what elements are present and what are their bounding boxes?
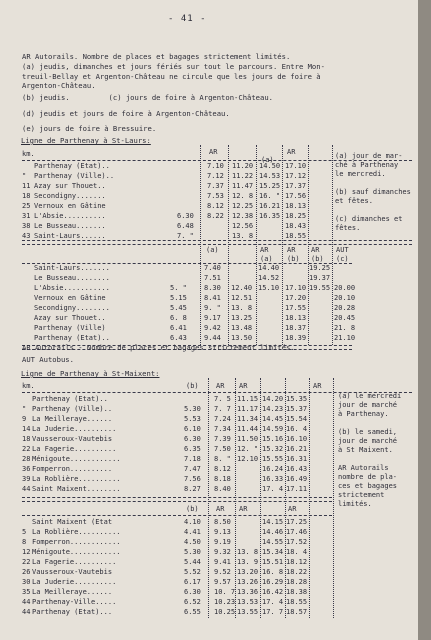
departure-time: 14.15: [262, 518, 284, 526]
station-name: Ménigoute............: [32, 548, 121, 556]
departure-time: 8.40: [214, 485, 231, 493]
departure-time: 9. ": [204, 304, 221, 312]
footnote: limités.: [338, 500, 372, 508]
departure-time: 13.48: [231, 324, 253, 332]
intro-line: (b) jeudis. (c) jours de foire à Argenton-Château.: [22, 93, 273, 102]
km-value: 44: [22, 598, 31, 606]
departure-time: 17.11: [286, 485, 308, 493]
departure-time: 14.50: [259, 162, 281, 170]
station-name: L'Absie...........: [34, 284, 110, 292]
departure-time: 13. 9: [237, 558, 259, 566]
column-header: (b): [186, 505, 199, 513]
km-value: 11: [22, 182, 31, 190]
footnote: ché à Parthenay: [335, 161, 399, 169]
departure-time: 4.41: [184, 528, 201, 536]
departure-time: 6.10: [184, 425, 201, 433]
departure-time: 17. 4: [262, 598, 284, 606]
departure-time: 9.32: [214, 548, 231, 556]
station-name: Secondigny........: [34, 304, 110, 312]
station-name: La Juderie..........: [32, 578, 117, 586]
station-name: Le Busseau........: [34, 274, 110, 282]
departure-time: 17.10: [285, 284, 307, 292]
departure-time: 18.28: [286, 578, 308, 586]
departure-time: 12.40: [231, 284, 253, 292]
departure-time: 7.47: [184, 465, 201, 473]
column-divider: [282, 145, 283, 345]
departure-time: 17.25: [286, 518, 308, 526]
column-divider: [260, 378, 261, 618]
departure-time: 13. 8: [237, 548, 259, 556]
departure-time: 5.30: [184, 548, 201, 556]
departure-time: 8.22: [207, 212, 224, 220]
page-number: - 41 -: [168, 14, 207, 24]
departure-time: 9.17: [204, 314, 221, 322]
station-name: Saint-Laurs......: [34, 232, 106, 240]
departure-time: 9.19: [214, 538, 231, 546]
station-name: Saint Maixent (Etat: [32, 518, 113, 526]
km-value: 44: [22, 485, 31, 493]
departure-time: 16. ": [259, 192, 281, 200]
departure-time: 6.30: [184, 588, 201, 596]
station-name: Parthenay (Etat)..: [32, 395, 108, 403]
departure-time: 15.55: [262, 455, 284, 463]
departure-time: 4.50: [184, 538, 201, 546]
departure-time: 11.50: [237, 435, 259, 443]
km-value: 35: [22, 588, 31, 596]
departure-time: 5.53: [184, 415, 201, 423]
departure-time: 12.38: [232, 212, 254, 220]
column-header: AR: [287, 246, 296, 254]
departure-time: 6.35: [184, 445, 201, 453]
departure-time: 18.55: [285, 232, 307, 240]
mid-note: AUT Autobus.: [22, 355, 74, 364]
station-name: Parthenay (Ville)..: [34, 172, 115, 180]
departure-time: 6.17: [184, 578, 201, 586]
km-value: 25: [22, 202, 31, 210]
departure-time: 16.21: [286, 445, 308, 453]
departure-time: 7.51: [204, 274, 221, 282]
departure-time: 16.49: [286, 475, 308, 483]
column-header: AUT: [336, 246, 349, 254]
departure-time: 7.37: [207, 182, 224, 190]
departure-time: 18.13: [285, 314, 307, 322]
km-value: 43: [22, 232, 31, 240]
footnote: (b) le samedi,: [338, 428, 398, 436]
station-name: Saint Maixent........: [32, 485, 121, 493]
departure-time: 8.18: [214, 475, 231, 483]
departure-time: 11.17: [237, 405, 259, 413]
station-name: La Juderie..........: [32, 425, 117, 433]
station-name: Vausseroux-Vautebis: [32, 435, 113, 443]
column-header: AR: [216, 505, 225, 513]
departure-time: 9.52: [214, 568, 231, 576]
departure-time: 17.56: [285, 192, 307, 200]
departure-time: 20.00: [334, 284, 356, 292]
departure-time: 8.12: [214, 465, 231, 473]
departure-time: 11.20: [232, 162, 254, 170]
column-divider: [309, 378, 310, 618]
km-value: 36: [22, 465, 31, 473]
station-name: La Fagerie..........: [32, 558, 117, 566]
departure-time: 21.10: [334, 334, 356, 342]
station-name: Fomperron............: [32, 538, 121, 546]
station-name: Parthenay (Etat)...: [32, 608, 113, 616]
departure-time: 16. 4: [286, 425, 308, 433]
departure-time: 6.30: [177, 212, 194, 220]
station-name: Le Busseau.......: [34, 222, 106, 230]
km-value: 38: [22, 222, 31, 230]
departure-time: 15.51: [262, 558, 284, 566]
departure-time: 18.37: [285, 324, 307, 332]
km-value: 9: [22, 415, 27, 423]
station-name: Vausseroux-Vautebis: [32, 568, 113, 576]
km-header: km.: [22, 382, 35, 390]
km-value: 18: [22, 192, 31, 200]
section1-title: Ligne de Parthenay à St-Laurs:: [21, 136, 151, 145]
column-header: (a): [206, 246, 219, 254]
column-header: (b): [186, 382, 199, 390]
station-name: Parthenay (Etat)..: [34, 162, 110, 170]
station-name: La Meilleraye......: [32, 588, 113, 596]
departure-time: 11.34: [237, 415, 259, 423]
departure-time: 12. 8: [232, 192, 254, 200]
station-name: Secondigny.......: [34, 192, 106, 200]
column-header: AR: [216, 382, 225, 390]
departure-time: 16.10: [286, 435, 308, 443]
column-header: (b): [311, 255, 324, 263]
footnote: (c) dimanches et: [335, 215, 403, 223]
departure-time: 18.39: [285, 334, 307, 342]
departure-time: 17.37: [285, 182, 307, 190]
section-separator: [22, 240, 412, 245]
intro-line: AR Autorails. Nombre de places et bagages strictement limités.: [22, 52, 291, 61]
departure-time: 8.12: [207, 202, 224, 210]
station-name: La Fagerie..........: [32, 445, 117, 453]
departure-time: 7. 5: [214, 395, 231, 403]
column-header: (a): [260, 255, 273, 263]
km-value: 44: [22, 608, 31, 616]
departure-time: 13.20: [237, 568, 259, 576]
intro-line: (d) jeudis et jours de foire à Argenton-Château.: [22, 109, 230, 118]
departure-time: 12.56: [232, 222, 254, 230]
departure-time: 19.25: [309, 264, 331, 272]
footnote: (a) le mercredi: [338, 392, 402, 400]
departure-time: 21. 8: [334, 324, 356, 332]
station-name: L'Absie..........: [34, 212, 106, 220]
departure-time: 7.56: [184, 475, 201, 483]
departure-time: 11.47: [232, 182, 254, 190]
station-name: La Roblière..........: [32, 475, 121, 483]
footnote: nombre de pla-: [338, 473, 398, 481]
column-divider: [285, 378, 286, 618]
departure-time: 7. 7: [214, 405, 231, 413]
station-name: Ménigoute............: [32, 455, 121, 463]
departure-time: 7.12: [207, 172, 224, 180]
departure-time: 14.59: [262, 425, 284, 433]
km-value: ": [22, 405, 27, 413]
departure-time: 9.41: [214, 558, 231, 566]
departure-time: 7.34: [214, 425, 231, 433]
intro-line: (e) jours de foire à Bressuire.: [22, 124, 157, 133]
mid-note: AR Autorails - Nombre de places et bagages strictement limités.: [22, 343, 295, 352]
departure-time: 20.28: [334, 304, 356, 312]
km-value: ": [22, 172, 27, 180]
departure-time: 13.50: [231, 334, 253, 342]
departure-time: 17.20: [285, 294, 307, 302]
station-name: Azay sur Thouet..: [34, 182, 106, 190]
departure-time: 18.12: [286, 558, 308, 566]
column-header: AR: [288, 505, 297, 513]
departure-time: 17. 7: [262, 608, 284, 616]
departure-time: 18.57: [286, 608, 308, 616]
km-value: 14: [22, 425, 31, 433]
departure-time: 15.34: [262, 548, 284, 556]
departure-time: 20.10: [334, 294, 356, 302]
departure-time: 6.43: [170, 334, 187, 342]
departure-time: 11.15: [237, 395, 259, 403]
departure-time: 13.26: [237, 578, 259, 586]
footnote: à St Maixent.: [338, 446, 393, 454]
departure-time: 19.37: [309, 274, 331, 282]
departure-time: 15.37: [286, 405, 308, 413]
column-header: (a): [261, 156, 274, 164]
departure-time: 18.38: [286, 588, 308, 596]
departure-time: 20.45: [334, 314, 356, 322]
departure-time: 16.35: [259, 212, 281, 220]
column-divider: [332, 145, 333, 345]
departure-time: 4.10: [184, 518, 201, 526]
column-divider: [200, 145, 201, 345]
departure-time: 14.55: [262, 538, 284, 546]
departure-time: 17.10: [285, 162, 307, 170]
column-divider: [333, 378, 334, 618]
departure-time: 7.53: [207, 192, 224, 200]
km-header: km.: [22, 150, 35, 158]
station-name: La Meilleraye......: [32, 415, 113, 423]
station-name: Parthenay (Ville)..: [32, 405, 113, 413]
column-header: (c): [336, 255, 349, 263]
departure-time: 6. 8: [170, 314, 187, 322]
departure-time: 13.25: [231, 314, 253, 322]
departure-time: 8.27: [184, 485, 201, 493]
departure-time: 5.15: [170, 294, 187, 302]
column-header: AR: [313, 382, 322, 390]
departure-time: 15.32: [262, 445, 284, 453]
departure-time: 15.25: [259, 182, 281, 190]
departure-time: 5. ": [170, 284, 187, 292]
departure-time: 9.42: [204, 324, 221, 332]
column-divider: [235, 378, 236, 618]
footnote: à Parthenay.: [338, 410, 389, 418]
departure-time: 7.40: [204, 264, 221, 272]
departure-time: 5.45: [170, 304, 187, 312]
departure-time: 6.52: [184, 598, 201, 606]
departure-time: 15.10: [258, 284, 280, 292]
departure-time: 16.29: [262, 578, 284, 586]
footnote: AR Autorails: [338, 464, 389, 472]
departure-time: 16.31: [286, 455, 308, 463]
footnote: jour de marché: [338, 437, 398, 445]
station-name: Parthenay-Ville.....: [32, 598, 117, 606]
km-value: 8: [22, 538, 27, 546]
departure-time: 14.20: [262, 395, 284, 403]
departure-time: 12.10: [237, 455, 259, 463]
departure-time: 19.55: [309, 284, 331, 292]
departure-time: 11.44: [237, 425, 259, 433]
departure-time: 18. 4: [286, 548, 308, 556]
km-value: 31: [22, 212, 31, 220]
page-edge: [418, 0, 431, 640]
section2-title: Ligne de Parthenay à St-Maixent:: [21, 369, 160, 378]
departure-time: 7.24: [214, 415, 231, 423]
departure-time: 7.50: [214, 445, 231, 453]
km-value: 22: [22, 445, 31, 453]
departure-time: 5.52: [184, 568, 201, 576]
column-header: AR: [311, 246, 320, 254]
footnote: (a) jour de mar-: [335, 152, 403, 160]
departure-time: 16.33: [262, 475, 284, 483]
departure-time: 17.55: [285, 304, 307, 312]
departure-time: 14.40: [258, 264, 280, 272]
departure-time: 15.35: [286, 395, 308, 403]
departure-time: 18.43: [285, 222, 307, 230]
departure-time: 16.21: [259, 202, 281, 210]
departure-time: 17.52: [286, 538, 308, 546]
departure-time: 12.51: [231, 294, 253, 302]
departure-time: 13. 8: [231, 304, 253, 312]
footnote: strictement: [338, 491, 385, 499]
departure-time: 7.10: [207, 162, 224, 170]
departure-time: 18.13: [285, 202, 307, 210]
departure-time: 16.43: [286, 465, 308, 473]
km-value: 5: [22, 528, 27, 536]
departure-time: 10.23: [214, 598, 236, 606]
departure-time: 7. ": [177, 232, 194, 240]
departure-time: 14.46: [262, 528, 284, 536]
km-value: 30: [22, 578, 31, 586]
departure-time: 9.44: [204, 334, 221, 342]
column-header: AR: [239, 382, 248, 390]
column-header: AR: [260, 246, 269, 254]
departure-time: 9.57: [214, 578, 231, 586]
departure-time: 12. ": [237, 445, 259, 453]
departure-time: 16. 8: [262, 568, 284, 576]
departure-time: 14.53: [259, 172, 281, 180]
departure-time: 10.25: [214, 608, 236, 616]
departure-time: 14.23: [262, 405, 284, 413]
km-value: 22: [22, 558, 31, 566]
departure-time: 8. ": [214, 455, 231, 463]
departure-time: 17.12: [285, 172, 307, 180]
footnote: et fêtes.: [335, 197, 373, 205]
column-header: (b): [287, 255, 300, 263]
column-header: AR: [209, 148, 218, 156]
footnote: ces et bagages: [338, 482, 398, 490]
intro-line: Argenton-Château.: [22, 81, 96, 90]
km-value: 12: [22, 548, 31, 556]
intro-line: (a) jeudis, dimanches et jours fériés sur tout le parcours. Entre Mon-: [22, 62, 325, 71]
departure-time: 15.54: [286, 415, 308, 423]
station-name: La Roblière..........: [32, 528, 121, 536]
km-value: 26: [22, 568, 31, 576]
station-name: Fomperron..........: [32, 465, 113, 473]
departure-time: 14.45: [262, 415, 284, 423]
departure-time: 10. 7: [214, 588, 236, 596]
departure-time: 16.24: [262, 465, 284, 473]
station-name: Azay sur Thouet..: [34, 314, 106, 322]
station-name: Parthenay (Ville): [34, 324, 106, 332]
column-header: AR: [239, 505, 248, 513]
footnote: fêtes.: [335, 224, 361, 232]
km-value: 18: [22, 435, 31, 443]
departure-time: 13.36: [237, 588, 259, 596]
departure-time: 5.30: [184, 405, 201, 413]
departure-time: 5.44: [184, 558, 201, 566]
station-name: Saint-Laurs.......: [34, 264, 110, 272]
departure-time: 14.52: [258, 274, 280, 282]
column-divider: [256, 145, 257, 345]
departure-time: 11.22: [232, 172, 254, 180]
column-divider: [208, 378, 209, 618]
station-name: Vernoux en Gâtine: [34, 294, 106, 302]
departure-time: 8.41: [204, 294, 221, 302]
departure-time: 7.18: [184, 455, 201, 463]
departure-time: 6.55: [184, 608, 201, 616]
departure-time: 7.39: [214, 435, 231, 443]
departure-time: 12.25: [232, 202, 254, 210]
km-value: 28: [22, 455, 31, 463]
departure-time: 6.30: [184, 435, 201, 443]
column-divider: [228, 145, 229, 345]
departure-time: 8.50: [214, 518, 231, 526]
departure-time: 6.41: [170, 324, 187, 332]
departure-time: 13.53: [237, 598, 259, 606]
footnote: (b) sauf dimanches: [335, 188, 411, 196]
station-name: Parthenay (Etat)..: [34, 334, 110, 342]
departure-time: 8.30: [204, 284, 221, 292]
km-value: 39: [22, 475, 31, 483]
station-name: Vernoux en Gâtine: [34, 202, 106, 210]
departure-time: 17. 4: [262, 485, 284, 493]
intro-line: treuil-Bellay et Argenton-Château ne circule que les jours de foire à: [22, 72, 321, 81]
departure-time: 18.22: [286, 568, 308, 576]
footnote: le mercredi.: [335, 170, 386, 178]
footnote: jour de marché: [338, 401, 398, 409]
departure-time: 13. 8: [232, 232, 254, 240]
departure-time: 18.55: [286, 598, 308, 606]
departure-time: 16.42: [262, 588, 284, 596]
column-header: AR: [287, 148, 296, 156]
departure-time: 9.13: [214, 528, 231, 536]
departure-time: 15.16: [262, 435, 284, 443]
column-divider: [308, 145, 309, 345]
departure-time: 6.48: [177, 222, 194, 230]
departure-time: 17.46: [286, 528, 308, 536]
departure-time: 13.55: [237, 608, 259, 616]
departure-time: 18.25: [285, 212, 307, 220]
